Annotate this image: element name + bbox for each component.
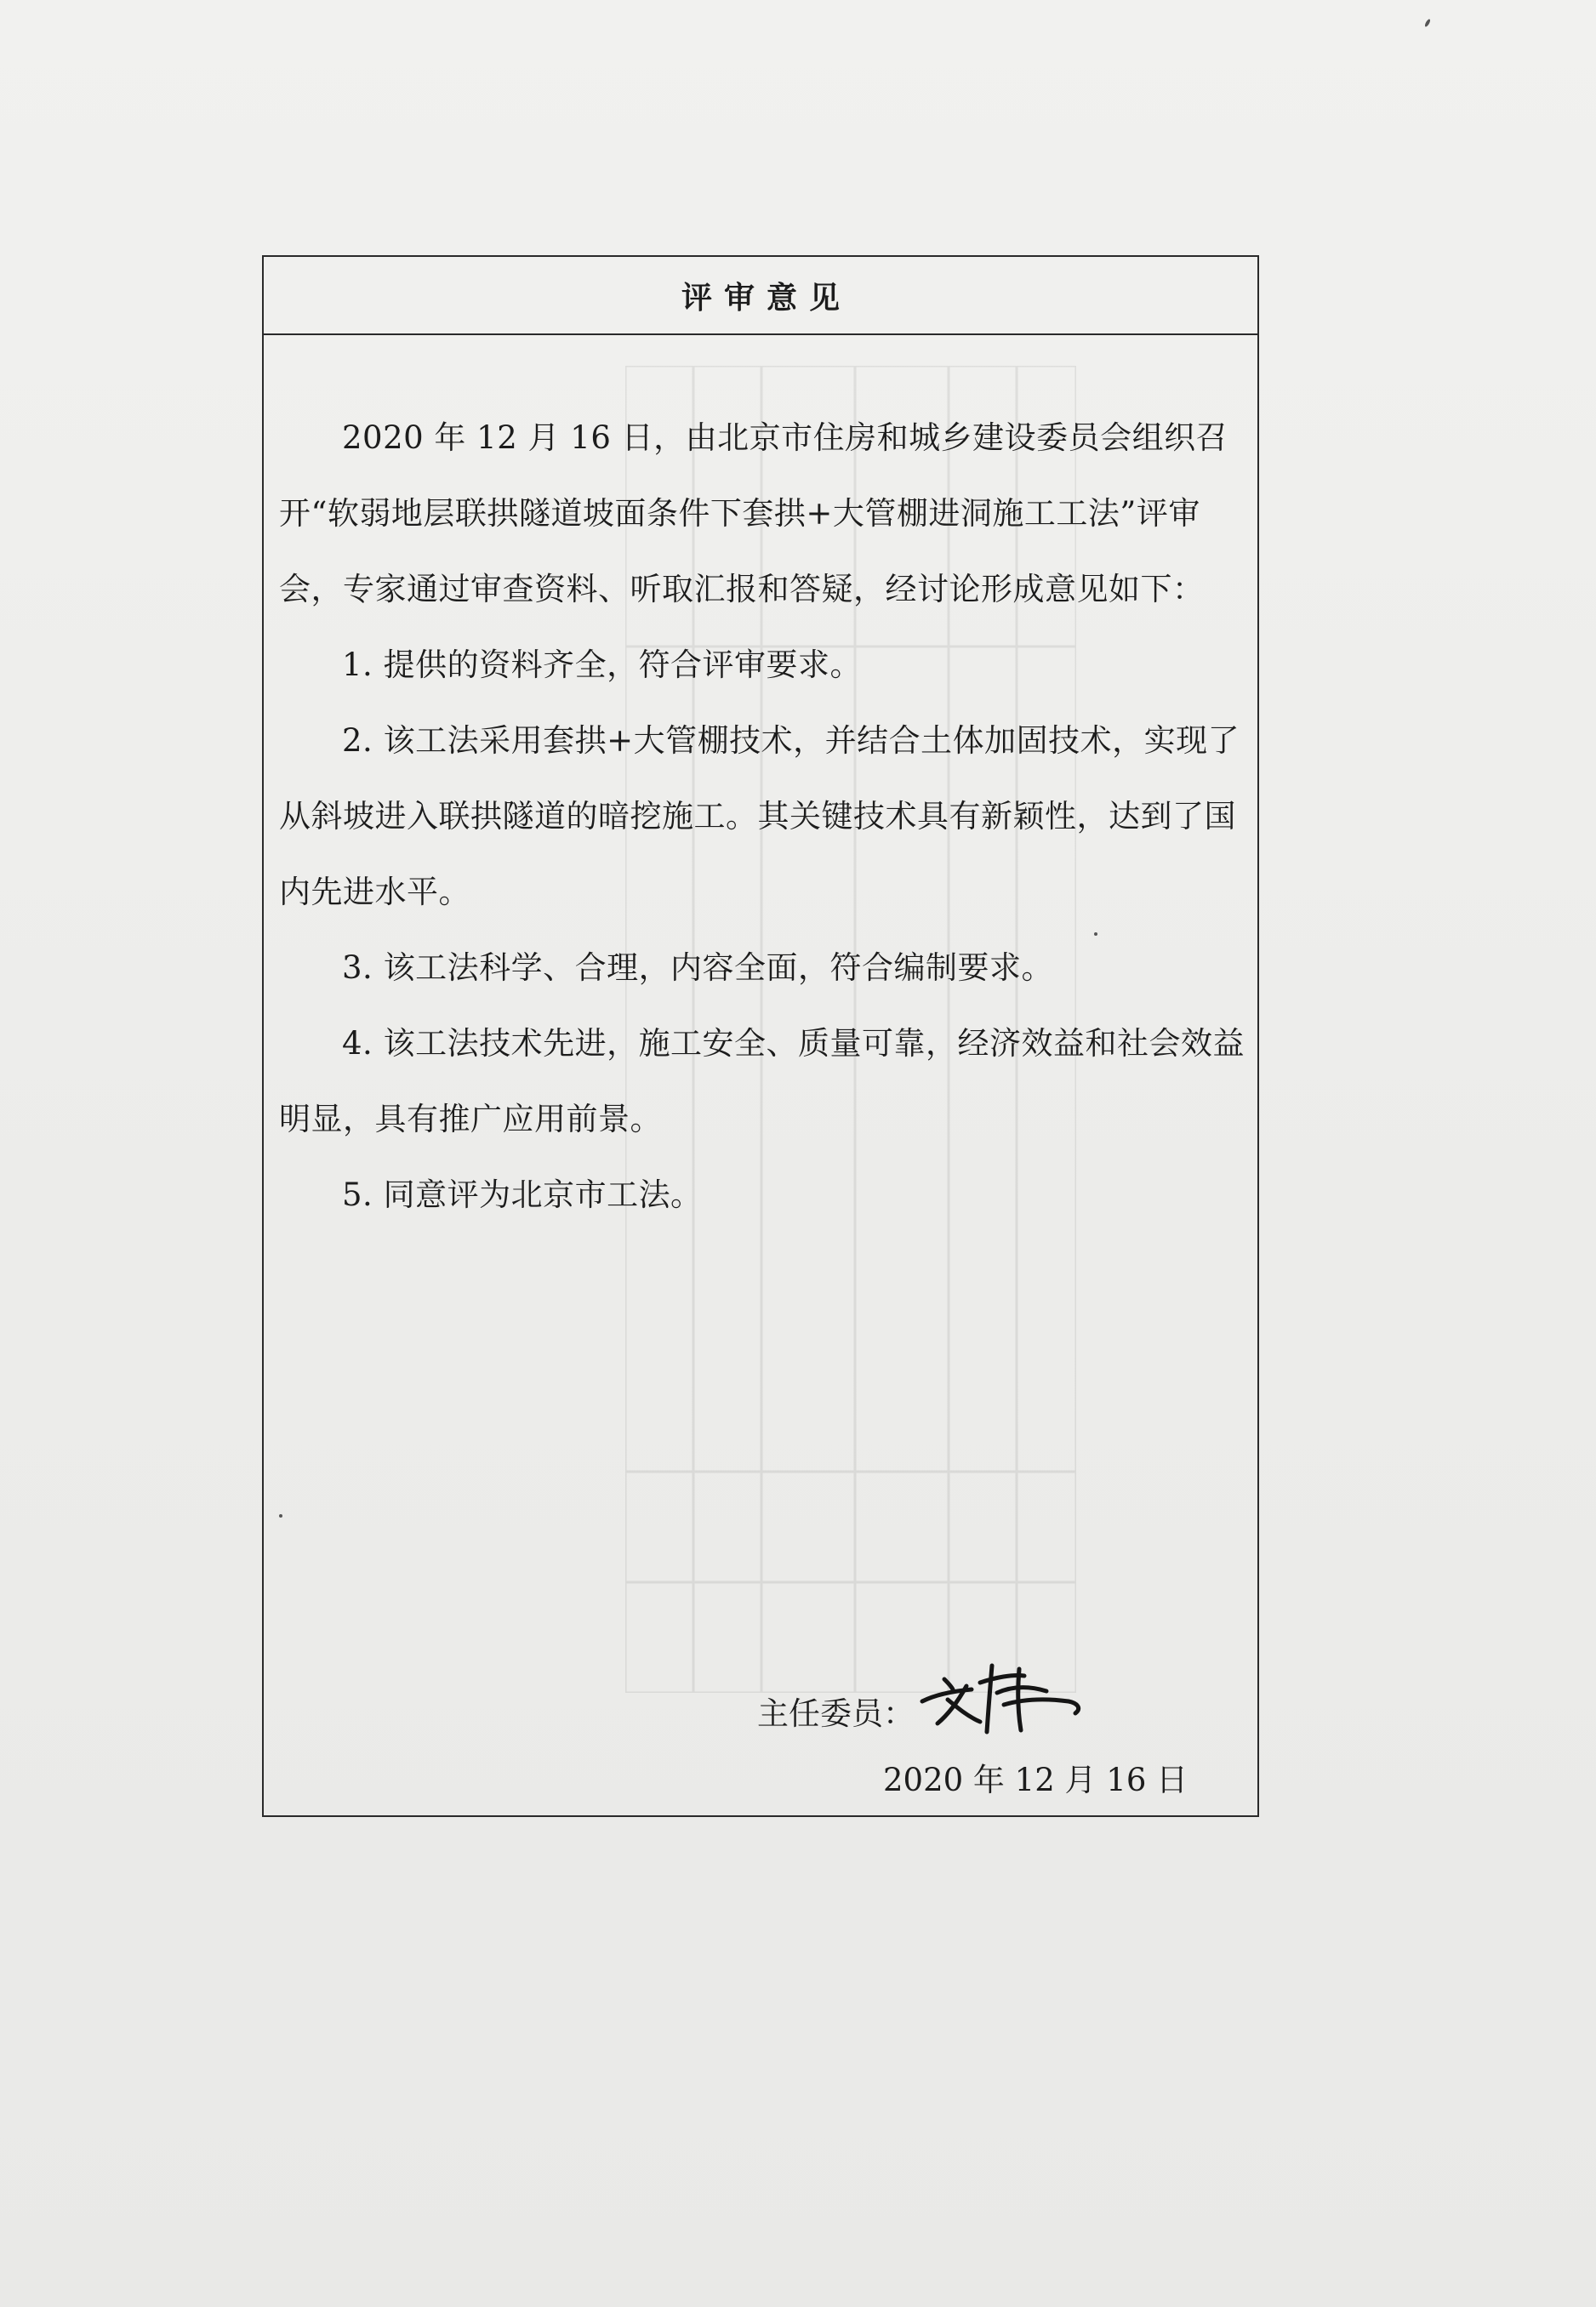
document-title: 评审意见 <box>681 279 852 316</box>
signature-line <box>757 1688 915 1734</box>
opinion-item-5: 5. 同意评为北京市工法。 <box>342 1176 703 1213</box>
intro-paragraph: 2020 年 12 月 16 日，由北京市住房和城乡建设委员会组织召开“软弱地层联拱隧道坡面条件下套拱+大管棚进洞施工工法”评审会，专家通过审查资料、听取汇报和答疑，经讨论形成意见如下： <box>279 419 1228 607</box>
signature-date: 2020 年 12 月 16 日 <box>883 1762 1188 1798</box>
opinion-body <box>279 400 1256 1233</box>
opinion-item-2: 2. 该工法采用套拱+大管棚技术，并结合土体加固技术，实现了从斜坡进入联拱隧道的暗挖施工。其关键技术具有新颖性，达到了国内先进水平。 <box>279 722 1240 910</box>
opinion-item-3: 3. 该工法科学、合理，内容全面，符合编制要求。 <box>342 949 1054 986</box>
paper-speck <box>1424 19 1431 28</box>
review-opinion-frame <box>262 255 1259 1817</box>
opinion-item-4: 4. 该工法技术先进，施工安全、质量可靠，经济效益和社会效益明显，具有推广应用前景。 <box>279 1025 1245 1137</box>
frame-header <box>264 257 1257 335</box>
paper-speck <box>1094 932 1097 936</box>
chair-label: 主任委员： <box>757 1695 915 1732</box>
handwritten-signature <box>919 1652 1089 1737</box>
paper-speck <box>279 1514 282 1518</box>
opinion-item-1: 1. 提供的资料齐全，符合评审要求。 <box>342 647 863 683</box>
